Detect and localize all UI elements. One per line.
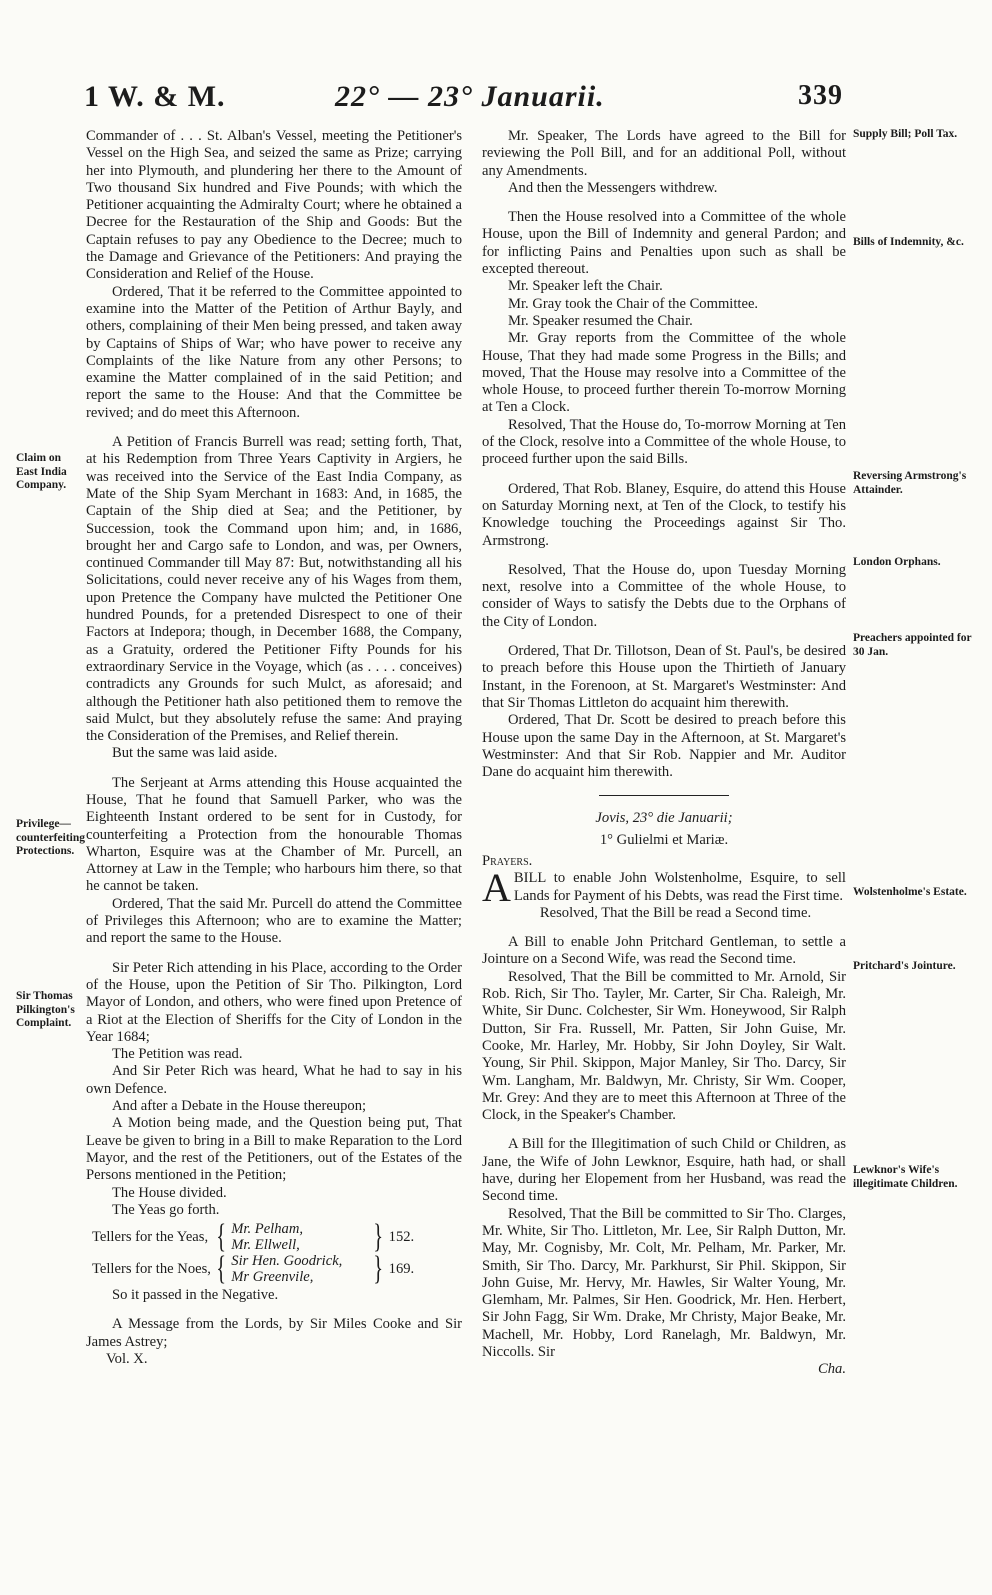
- paragraph: And Sir Peter Rich was heard, What he had to say in his own Defence.: [86, 1063, 462, 1097]
- margin-note: Wolstenholme's Estate.: [853, 886, 967, 898]
- right-column: [482, 128, 846, 1379]
- paragraph-text: BILL to enable John Wolstenholme, Esquire, to sell Lands for Payment of his Debts, was read the First time.: [513, 870, 846, 904]
- day-heading: Jovis, 23° die Januarii;: [595, 810, 733, 827]
- teller-name: Mr Greenvile,: [231, 1269, 314, 1286]
- paragraph: Ordered, That Dr. Tillotson, Dean of St. Paul's, be desired to preach before this House upon the Thirtieth of January Instant, in the Forenoon, at St. Margaret's Westminster: And that Sir Thomas Littleton do acquaint him therewith.: [482, 643, 846, 711]
- paragraph: Mr. Gray took the Chair of the Committee.: [508, 295, 759, 312]
- paragraph: Resolved, That the Bill be committed to Mr. Arnold, Sir Rob. Rich, Sir Tho. Tayler, Mr. Carter, Sir Cha. Raleigh, Mr. White, Sir Dunc. Colchester, Sir Wm. Honeywood, Sir Ralph Dutton, Sir Fra. Russell, Mr. Patten, Sir John Guise, Mr. Cooke, Mr. Harley, Mr. Hobby, Sir John Doyley, Sir Walt. Young, Sir Phil. Skippon, Major Manley, Sir Tho. Darcy, Sir Wm. Langham, Mr. Baldwyn, Mr. Christy, Sir Wm. Cooper, Mr. Grey: And they are to meet this Afternoon at Three of the Clock, in the Speaker's Chamber.: [482, 968, 846, 1124]
- paragraph: Resolved, That the House do, To-morrow Morning at Ten of the Clock, resolve into a Committee of the whole House, to proceed further upon the said Bills.: [482, 416, 846, 468]
- brace-icon: }: [373, 1250, 384, 1288]
- paragraph: Resolved, That the Bill be committed to Sir Tho. Clarges, Mr. White, Sir Tho. Littleton, Mr. Lee, Sir Ralph Dutton, Mr. May, Mr. Cognisby, Mr. Colt, Mr. Pelham, Mr. Parker, Mr. Smith, Sir Tho. Darcy, Mr. Parkhurst, Sir Phil. Skippon, Sir John Guise, Mr. Hervy, Mr. Hawles, Sir Walter Young, Mr. Glemham, Mr. Palmes, Sir Hen. Goodrick, Mr. Hen. Herbert, Sir John Fagg, Sir Wm. Drake, Mr Christy, Major Beake, Mr. Machell, Mr. Hobby, Lord Ranelagh, Mr. Baldwyn, Mr. Niccolls. Sir: [482, 1205, 846, 1360]
- paragraph: The Petition was read.: [112, 1046, 243, 1063]
- paragraph: And then the Messengers withdrew.: [508, 179, 718, 196]
- margin-note: Preachers appointed for 30 Jan.: [853, 632, 972, 658]
- paragraph: The Serjeant at Arms attending this House acquainted the House, That he found that Samuell Parker, who was the Eighteenth Instant ordered to be sent for in Custody, for counterfeiting a Protection from the honourable Thomas Wharton, Esquire was at the Chamber of Mr. Purcell, an Attorney at Law in the Temple; who harbours him there, so that he cannot be taken.: [86, 774, 462, 895]
- paragraph: Ordered, That Dr. Scott be desired to preach before this House upon the same Day in the Afternoon, at St. Margaret's Westminster: And that Sir Rob. Nappier and Mr. Auditor Dane do acquaint him therewith.: [482, 712, 846, 781]
- paragraph: The House divided.: [112, 1184, 227, 1201]
- margin-note: Bills of Indemnity, &c.: [853, 236, 964, 248]
- drop-cap-a: A: [482, 865, 511, 911]
- paragraph: Ordered, That Rob. Blaney, Esquire, do attend this House on Saturday Morning next, at Ten of the Clock, to testify his Knowledge touching the Proceedings against Sir Tho. Armstrong.: [482, 480, 846, 549]
- paragraph: Sir Peter Rich attending in his Place, according to the Order of the House, upon the Petition of Sir Tho. Pilkington, Lord Mayor of London, and others, who were fined upon Pretence of a Riot at the Election of Sheriffs for the City of London in the Year 1684;: [86, 959, 462, 1045]
- tellers-yeas-label: Tellers for the Yeas,: [92, 1229, 209, 1246]
- margin-note: Lewknor's Wife's illegitimate Children.: [853, 1164, 958, 1190]
- paragraph: A Message from the Lords, by Sir Miles Cooke and Sir James Astrey;: [86, 1316, 462, 1350]
- paragraph: A Bill for the Illegitimation of such Child or Children, as Jane, the Wife of John Lewknor, Esquire, hath had, or shall have, during her Elopement from her Husband, was read the Second time.: [482, 1136, 846, 1205]
- margin-note: Sir Thomas Pilkington's Complaint.: [16, 990, 75, 1029]
- paragraph: Mr. Gray reports from the Committee of the whole House, That they had made some Progress in the Bills; and moved, That the House may resolve into a Committee of the whole House, to proceed further therein To-morrow Morning at Ten a Clock.: [482, 330, 846, 416]
- margin-note: Pritchard's Jointure.: [853, 960, 956, 972]
- tellers-table: [92, 1218, 415, 1288]
- paragraph: Mr. Speaker resumed the Chair.: [508, 312, 693, 329]
- tellers-noes-count: 169.: [388, 1261, 415, 1278]
- margin-note: Reversing Armstrong's Attainder.: [853, 470, 967, 496]
- paragraph: A Bill to enable John Pritchard Gentleman, to settle a Jointure on a Second Wife, was read the Second time.: [482, 934, 846, 968]
- brace-icon: {: [216, 1250, 226, 1288]
- tellers-noes-label: Tellers for the Noes,: [92, 1261, 211, 1278]
- paragraph: A Motion being made, and the Question being put, That Leave be given to bring in a Bill to make Reparation to the Lord Mayor, and the rest of the Petitioners, out of the Estates of the Persons mentioned in the Petition;: [86, 1115, 462, 1184]
- paragraph: The Yeas go forth.: [112, 1201, 220, 1218]
- catchword: Cha.: [818, 1361, 846, 1378]
- paragraph: Ordered, That it be referred to the Committee appointed to examine into the Matter of the Petition of Arthur Bayly, and others, complaining of their Men being pressed, and taken away by Captains of Ships of War; who have power to receive any Complaints of the like Nature from any other Persons; to examine the Matter complained of in the said Petition; and report the same to the House: And that the Committee be revived; and do meet this Afternoon.: [86, 283, 462, 421]
- brace-icon: {: [216, 1218, 226, 1256]
- paragraph: And after a Debate in the House thereupon;: [112, 1098, 367, 1115]
- header-regnal-year: 1 W. & M.: [84, 80, 226, 113]
- tellers-yeas-count: 152.: [388, 1229, 415, 1246]
- margin-note: Claim on East India Company.: [16, 452, 67, 491]
- header-dates: 22° — 23° Januarii.: [335, 80, 605, 113]
- tellers-noes-row: [92, 1253, 414, 1285]
- paragraph: Resolved, That the House do, upon Tuesday Morning next, resolve into a Committee of the whole House, to consider of Ways to satisfy the Debts due to the Orphans of the City of London.: [482, 561, 846, 630]
- margin-note: Supply Bill; Poll Tax.: [853, 128, 958, 140]
- paragraph: Mr. Speaker, The Lords have agreed to the Bill for reviewing the Poll Bill, and for an additional Poll, without any Amendments.: [482, 128, 846, 179]
- volume-number: Vol. X.: [106, 1351, 148, 1367]
- paragraph: Mr. Speaker left the Chair.: [508, 278, 663, 295]
- paragraph: A Petition of Francis Burrell was read; setting forth, That, at his Redemption from Three Years Captivity in Argiers, he was received into the Service of the East India Company, as Mate of the Ship Syam Merchant in 1683: And, in 1685, the Captain of the Ship died at Sea; and the Petitioner, by Succession, took the Command upon him; and, in 1686, brought her and Cargo safe to London, and was, per Owners, continued Commander till May 87: But, notwithstanding all his Solicitations, could never receive any of his Wages from them, upon Pretence the Company have mulcted the Petitioner One hundred Pounds, for a pretended Disrespect to one of their Factors at Indepora; though, in December 1688, the Company, as a Gratuity, ordered the Petitioner Fifty Pounds for his extraordinary Service in the Voyage, which (as . . . . conceives) contradicts any Grounds for such Mulct, as aforesaid; and although the Petitioner hath also petitioned them to remove the said Mulct, but they absolutely refuse the same: And praying the Consideration of the Premises, and Relief therein.: [86, 434, 462, 745]
- teller-name: Sir Hen. Goodrick,: [231, 1253, 343, 1270]
- paragraph: Then the House resolved into a Committee of the whole House, upon the Bill of Indemnity and general Pardon; and for inflicting Pains and Penalties upon such as shall be excepted thereout.: [482, 209, 846, 278]
- tellers-yeas-row: [92, 1221, 414, 1253]
- section-divider: [599, 795, 729, 796]
- margin-note: Privilege—counterfeiting Protections.: [16, 818, 85, 857]
- prayers-heading: Prayers.: [482, 852, 533, 869]
- paragraph: Commander of . . . St. Alban's Vessel, meeting the Petitioner's Vessel on the High Sea, and seized the same as Prize; carrying her into Plymouth, and plundering her there to the Amount of Two thousand Six hundred and Five Pounds; with which the Petitioner acquainting the Admiralty Court; where he obtained a Decree for the Restauration of the Ship and Goods: But the Captain refuses to pay any Obedience to the Decree; much to the Damage and Grievance of the Petitioners: And praying the Consideration and Relief of the House.: [86, 128, 462, 283]
- brace-icon: }: [373, 1218, 384, 1256]
- reign-heading: 1° Gulielmi et Mariæ.: [599, 831, 729, 848]
- left-column: [86, 128, 462, 1368]
- page-number: 339: [798, 80, 843, 111]
- paragraph: Resolved, That the Bill be read a Second time.: [539, 904, 812, 921]
- teller-name: Mr. Pelham,: [231, 1221, 304, 1238]
- margin-note: London Orphans.: [853, 556, 941, 568]
- paragraph: [482, 865, 846, 911]
- paragraph: But the same was laid aside.: [112, 745, 278, 762]
- teller-name: Mr. Ellwell,: [231, 1237, 300, 1254]
- paragraph: So it passed in the Negative.: [112, 1287, 279, 1304]
- paragraph: Ordered, That the said Mr. Purcell do attend the Committee of Privileges this Afternoon; who are to examine the Matter; and report the same to the House.: [86, 895, 462, 947]
